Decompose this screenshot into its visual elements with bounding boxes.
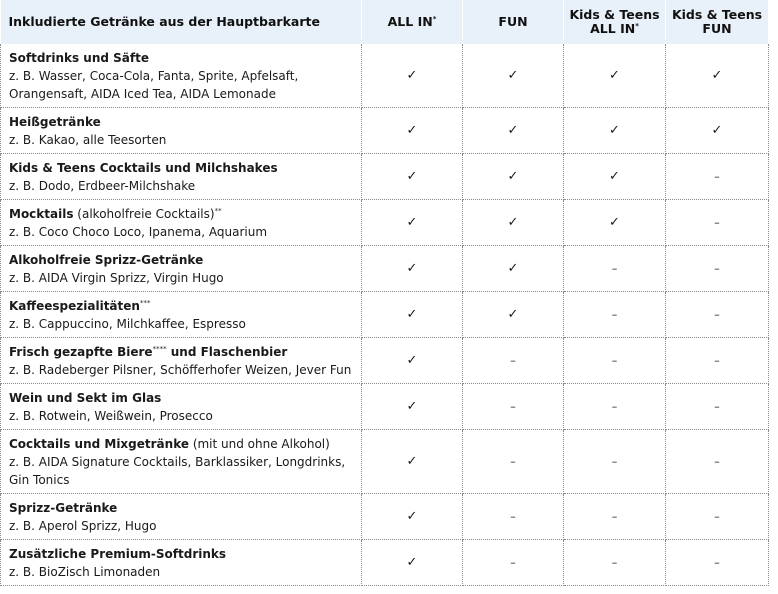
- drink-category-examples: z. B. AIDA Virgin Sprizz, Virgin Hugo: [9, 271, 224, 285]
- drink-category-cell: [1, 246, 362, 292]
- availability-mark-kt-all-in: –: [611, 399, 618, 413]
- cell-kt-fun: [666, 108, 769, 154]
- cell-kt-fun: [666, 200, 769, 246]
- cell-kt-fun: [666, 494, 769, 540]
- table-row: [1, 430, 769, 494]
- cell-all-in: [362, 108, 463, 154]
- availability-mark-all-in: ✓: [406, 168, 418, 184]
- cell-fun: [463, 338, 564, 384]
- availability-mark-fun: –: [510, 353, 516, 367]
- drink-category-cell: [1, 200, 362, 246]
- drink-category-title: Zusätzliche Premium-Softdrinks: [9, 547, 227, 561]
- availability-mark-kt-fun: –: [714, 555, 720, 569]
- availability-mark-fun: ✓: [507, 122, 519, 138]
- table-header: [1, 0, 769, 44]
- cell-kt-fun: [666, 384, 769, 430]
- drink-category-examples: z. B. BioZisch Limonaden: [9, 565, 161, 579]
- cell-kt-all-in: [564, 338, 666, 384]
- availability-mark-fun: –: [510, 454, 516, 468]
- availability-mark-kt-all-in: –: [611, 353, 618, 367]
- cell-kt-all-in: [564, 430, 666, 494]
- availability-mark-kt-fun: –: [714, 169, 720, 183]
- table-row: [1, 338, 769, 384]
- availability-mark-all-in: ✓: [406, 554, 418, 570]
- table-row: [1, 494, 769, 540]
- drink-category-cell: [1, 430, 362, 494]
- cell-all-in: [362, 200, 463, 246]
- availability-mark-fun: ✓: [507, 306, 519, 322]
- availability-mark-kt-fun: ✓: [711, 67, 723, 83]
- cell-fun: [463, 540, 564, 586]
- cell-kt-all-in: [564, 200, 666, 246]
- availability-mark-all-in: ✓: [406, 306, 418, 322]
- availability-mark-kt-fun: –: [714, 215, 720, 229]
- cell-kt-fun: [666, 154, 769, 200]
- drink-category-title: Frisch gezapfte Biere: [9, 345, 153, 359]
- cell-fun: [463, 44, 564, 108]
- cell-fun: [463, 154, 564, 200]
- drink-category-examples: z. B. AIDA Signature Cocktails, Barklassiker, Longdrinks, Gin Tonics: [9, 455, 346, 487]
- header-kt-fun-line1: Kids & Teens: [671, 7, 763, 22]
- cell-kt-all-in: [564, 540, 666, 586]
- availability-mark-fun: ✓: [507, 67, 519, 83]
- availability-mark-fun: –: [510, 509, 516, 523]
- availability-mark-all-in: ✓: [406, 260, 418, 276]
- drink-category-title-sup: ***: [139, 299, 151, 307]
- drink-category-note: (mit und ohne Alkohol): [189, 437, 330, 451]
- cell-fun: [463, 246, 564, 292]
- cell-all-in: [362, 540, 463, 586]
- availability-mark-all-in: ✓: [406, 453, 418, 469]
- cell-kt-all-in: [564, 108, 666, 154]
- drink-category-examples: z. B. Cappuccino, Milchkaffee, Espresso: [9, 317, 246, 331]
- cell-all-in: [362, 494, 463, 540]
- drink-category-title: Cocktails und Mixgetränke: [9, 437, 189, 451]
- availability-mark-kt-fun: –: [714, 307, 720, 321]
- drink-category-cell: [1, 44, 362, 108]
- availability-mark-all-in: ✓: [406, 352, 418, 368]
- availability-mark-fun: ✓: [507, 168, 519, 184]
- cell-fun: [463, 384, 564, 430]
- cell-fun: [463, 108, 564, 154]
- drink-category-cell: [1, 384, 362, 430]
- table-row: [1, 246, 769, 292]
- cell-kt-fun: [666, 338, 769, 384]
- availability-mark-kt-all-in: –: [611, 261, 618, 275]
- header-fun: [463, 0, 564, 44]
- cell-kt-fun: [666, 246, 769, 292]
- header-all-in-sup: *: [432, 14, 437, 23]
- drink-category-cell: [1, 540, 362, 586]
- availability-mark-kt-fun: ✓: [711, 122, 723, 138]
- cell-kt-fun: [666, 540, 769, 586]
- header-drinks: [1, 0, 362, 44]
- cell-kt-all-in: [564, 494, 666, 540]
- cell-fun: [463, 200, 564, 246]
- availability-mark-fun: –: [510, 399, 516, 413]
- drink-category-title: Softdrinks und Säfte: [9, 51, 149, 65]
- drink-category-title-sup: ****: [152, 345, 167, 353]
- cell-kt-all-in: [564, 44, 666, 108]
- availability-mark-kt-fun: –: [714, 454, 720, 468]
- drink-category-title: Wein und Sekt im Glas: [9, 391, 162, 405]
- header-kt-all-in-line1: Kids & Teens: [569, 7, 660, 22]
- availability-mark-all-in: ✓: [406, 122, 418, 138]
- drink-category-examples: z. B. Coco Choco Loco, Ipanema, Aquarium: [9, 225, 268, 239]
- cell-kt-all-in: [564, 384, 666, 430]
- table-row: [1, 384, 769, 430]
- drink-category-examples: z. B. Radeberger Pilsner, Schöfferhofer Weizen, Jever Fun: [9, 363, 352, 377]
- availability-mark-kt-all-in: ✓: [609, 122, 620, 138]
- cell-all-in: [362, 44, 463, 108]
- table-row: [1, 108, 769, 154]
- cell-kt-all-in: [564, 292, 666, 338]
- availability-mark-all-in: ✓: [406, 398, 418, 414]
- drink-category-examples: z. B. Wasser, Coca-Cola, Fanta, Sprite, Apfelsaft, Orangensaft, AIDA Iced Tea, AIDA Lemonade: [9, 69, 299, 101]
- table-body: [1, 44, 769, 586]
- drink-category-cell: [1, 494, 362, 540]
- drink-category-title: Kaffeespezialitäten: [9, 299, 140, 313]
- drink-category-cell: [1, 292, 362, 338]
- drink-category-examples: z. B. Rotwein, Weißwein, Prosecco: [9, 409, 213, 423]
- availability-mark-all-in: ✓: [406, 67, 418, 83]
- table-row: [1, 154, 769, 200]
- cell-all-in: [362, 292, 463, 338]
- cell-kt-fun: [666, 44, 769, 108]
- header-drinks-label: Inkludierte Getränke aus der Hauptbarkarte: [8, 14, 320, 29]
- cell-all-in: [362, 154, 463, 200]
- cell-kt-all-in: [564, 246, 666, 292]
- availability-mark-kt-fun: –: [714, 509, 720, 523]
- cell-fun: [463, 430, 564, 494]
- table-row: [1, 200, 769, 246]
- availability-mark-kt-all-in: –: [611, 555, 618, 569]
- drink-category-title: Mocktails: [9, 207, 74, 221]
- drink-category-cell: [1, 108, 362, 154]
- header-all-in-label: ALL IN: [387, 14, 433, 29]
- cell-kt-fun: [666, 430, 769, 494]
- availability-mark-kt-all-in: ✓: [609, 214, 620, 230]
- drink-category-examples: z. B. Kakao, alle Teesorten: [9, 133, 167, 147]
- availability-mark-kt-all-in: ✓: [609, 168, 620, 184]
- drink-category-note-sup: **: [214, 207, 222, 215]
- availability-mark-kt-all-in: –: [611, 509, 618, 523]
- drink-category-examples: z. B. Dodo, Erdbeer-Milchshake: [9, 179, 196, 193]
- cell-fun: [463, 292, 564, 338]
- cell-fun: [463, 494, 564, 540]
- availability-mark-all-in: ✓: [406, 214, 418, 230]
- drink-category-title: Heißgetränke: [9, 115, 101, 129]
- cell-all-in: [362, 246, 463, 292]
- availability-mark-kt-all-in: –: [611, 307, 618, 321]
- cell-kt-all-in: [564, 154, 666, 200]
- drink-category-title-suffix: und Flaschenbier: [166, 345, 288, 359]
- drink-category-examples: z. B. Aperol Sprizz, Hugo: [9, 519, 157, 533]
- table-row: [1, 540, 769, 586]
- header-kt-all-in: [564, 0, 666, 44]
- drink-category-cell: [1, 154, 362, 200]
- availability-mark-fun: ✓: [507, 214, 519, 230]
- cell-all-in: [362, 430, 463, 494]
- drink-category-title: Kids & Teens Cocktails und Milchshakes: [9, 161, 278, 175]
- drink-category-title: Alkoholfreie Sprizz-Getränke: [9, 253, 204, 267]
- cell-all-in: [362, 384, 463, 430]
- drink-category-cell: [1, 338, 362, 384]
- header-fun-label: FUN: [498, 14, 528, 29]
- availability-mark-kt-fun: –: [714, 261, 720, 275]
- header-kt-all-in-line2: ALL IN: [590, 21, 636, 36]
- availability-mark-kt-all-in: –: [611, 454, 618, 468]
- availability-mark-fun: ✓: [507, 260, 519, 276]
- availability-mark-kt-fun: –: [714, 353, 720, 367]
- header-kt-fun-line2: FUN: [702, 21, 732, 36]
- drink-category-note: (alkoholfreie Cocktails): [73, 207, 215, 221]
- availability-mark-fun: –: [510, 555, 516, 569]
- header-kt-all-in-sup: *: [635, 21, 639, 30]
- cell-all-in: [362, 338, 463, 384]
- drink-category-title: Sprizz-Getränke: [9, 501, 118, 515]
- header-all-in: [362, 0, 463, 44]
- table-row: [1, 44, 769, 108]
- header-kt-fun: [666, 0, 769, 44]
- cell-kt-fun: [666, 292, 769, 338]
- availability-mark-all-in: ✓: [406, 508, 418, 524]
- availability-mark-kt-fun: –: [714, 399, 720, 413]
- table-row: [1, 292, 769, 338]
- availability-mark-kt-all-in: ✓: [609, 67, 620, 83]
